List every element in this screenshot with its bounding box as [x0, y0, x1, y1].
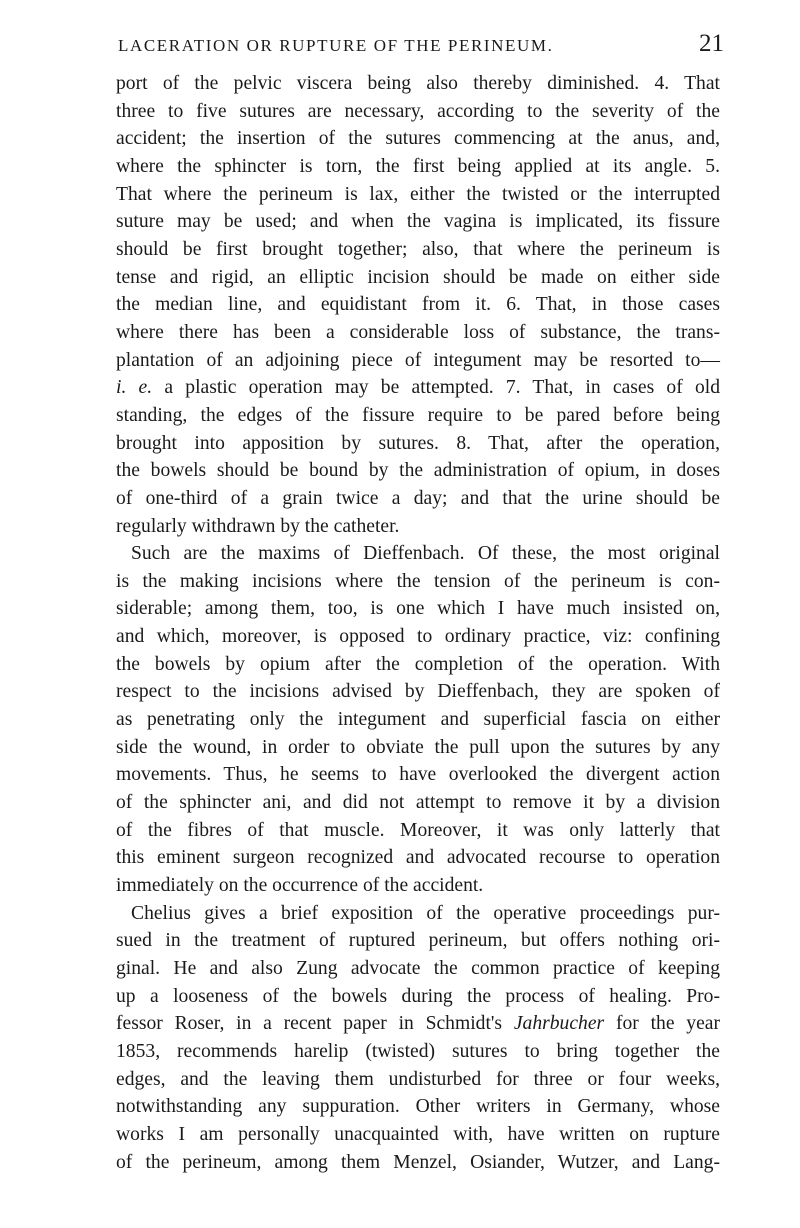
text-line: brought into apposition by sutures. 8. That, after the operation, [116, 432, 720, 454]
text-line: should be first brought together; also, that where the perineum is [116, 238, 720, 260]
text-line: siderable; among them, too, is one which I have much insisted on, [116, 598, 720, 620]
text-line: works I am personally unacquainted with, have written on rupture [116, 1123, 720, 1145]
text-line: edges, and the leaving them undisturbed for three or four weeks, [116, 1068, 720, 1090]
text-line: 1853, recommends harelip (twisted) sutures to bring together the [116, 1040, 720, 1062]
text-line: notwithstanding any suppuration. Other writers in Germany, whose [116, 1096, 720, 1118]
text-line: fessor Roser, in a recent paper in Schmidt's Jahrbucher for the year [116, 1013, 720, 1035]
italic-ie: i. e. [116, 377, 153, 399]
text-line: immediately on the occurrence of the accident. [116, 875, 484, 897]
text-line: as penetrating only the integument and superficial fascia on either [116, 709, 720, 731]
text-line: up a looseness of the bowels during the process of healing. Pro- [116, 985, 720, 1007]
running-title: LACERATION OR RUPTURE OF THE PERINEUM. [118, 36, 554, 55]
text-line: of the perineum, among them Menzel, Osiander, Wutzer, and Lang- [116, 1151, 720, 1173]
text-line: where the sphincter is torn, the first being applied at its angle. 5. [116, 155, 720, 177]
text-line: is the making incisions where the tension of the perineum is con- [116, 570, 720, 592]
text-line: sued in the treatment of ruptured perineum, but offers nothing ori- [116, 930, 720, 952]
body-text [116, 70, 720, 1176]
text-line: of the sphincter ani, and did not attempt to remove it by a division [116, 792, 720, 814]
text-line: the bowels should be bound by the administration of opium, in doses [116, 460, 720, 482]
running-head [112, 30, 724, 62]
paragraph-start: Such are the maxims of Dieffenbach. Of these, the most original [131, 543, 720, 565]
text-line: standing, the edges of the fissure require to be pared before being [116, 404, 720, 426]
text-line: of the fibres of that muscle. Moreover, it was only latterly that [116, 819, 720, 841]
text-line: regularly withdrawn by the catheter. [116, 515, 400, 537]
page-number: 21 [699, 30, 724, 57]
italic-jahrbucher: Jahrbucher [513, 1013, 605, 1035]
text-line: That where the perineum is lax, either the twisted or the interrupted [116, 183, 720, 205]
text-line: the median line, and equidistant from it. 6. That, in those cases [116, 294, 720, 316]
text-line: where there has been a considerable loss of substance, the trans- [116, 321, 720, 343]
paragraph-start: Chelius gives a brief exposition of the operative proceedings pur- [131, 902, 720, 924]
text-line: tense and rigid, an elliptic incision should be made on either side [116, 266, 720, 288]
text-line: movements. Thus, he seems to have overlooked the divergent action [116, 764, 720, 786]
text-line: ginal. He and also Zung advocate the common practice of keeping [116, 958, 720, 979]
text-line: the bowels by opium after the completion of the operation. With [116, 653, 720, 675]
text-line: this eminent surgeon recognized and advocated recourse to operation [116, 847, 720, 869]
text-line: and which, moreover, is opposed to ordinary practice, viz: confining [116, 626, 720, 648]
text-line: of one-third of a grain twice a day; and that the urine should be [116, 487, 720, 509]
text-line: i. e. a plastic operation may be attempted. 7. That, in cases of old [116, 377, 720, 399]
text-line: side the wound, in order to obviate the pull upon the sutures by any [116, 736, 720, 758]
text-line: port of the pelvic viscera being also thereby diminished. 4. That [116, 73, 720, 94]
text-line: respect to the incisions advised by Dieffenbach, they are spoken of [116, 681, 720, 703]
text-line: plantation of an adjoining piece of integument may be resorted to— [116, 349, 720, 371]
text-line: three to five sutures are necessary, according to the severity of the [116, 100, 720, 122]
text-line: suture may be used; and when the vagina is implicated, its fissure [116, 211, 720, 233]
text-line: accident; the insertion of the sutures commencing at the anus, and, [116, 128, 720, 150]
